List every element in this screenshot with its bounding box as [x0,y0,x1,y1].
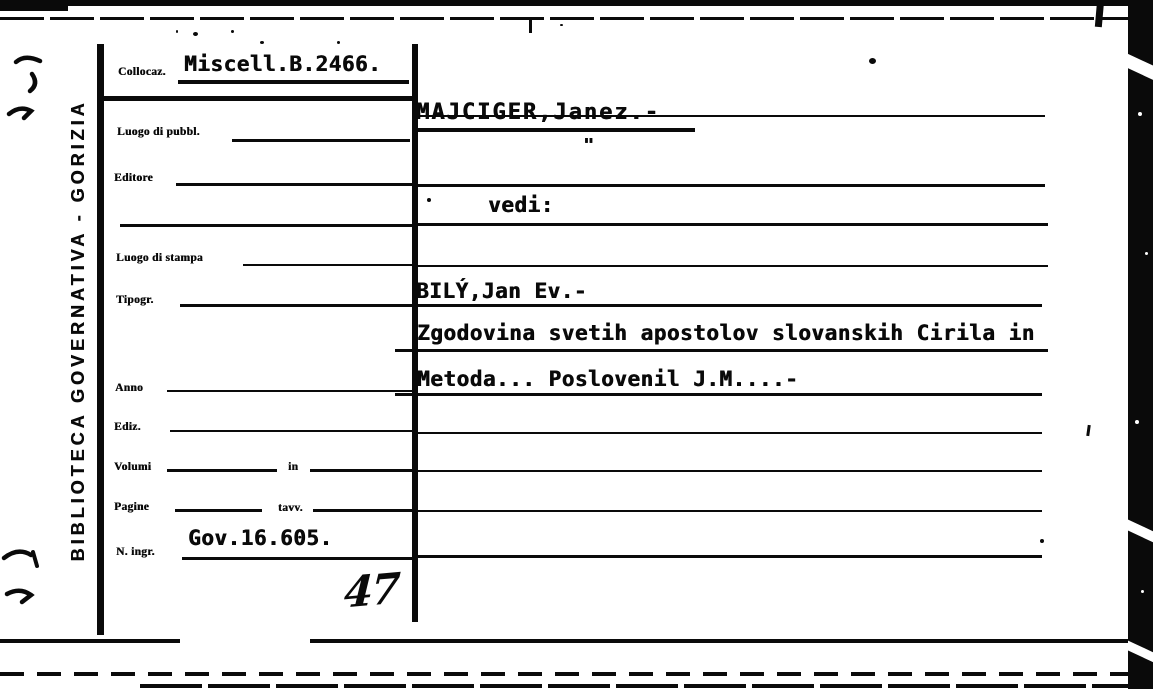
rule-line [176,183,412,186]
rule-line [180,304,412,307]
rule-line [418,184,1045,187]
title-line-1: Zgodovina svetih apostolov slovanskih Cirila in [417,321,1035,345]
referenced-author: BILÝ,Jan Ev.- [416,279,587,303]
rule-line [418,510,1042,512]
scan-top-edge [0,0,1153,6]
rule-line [418,432,1042,434]
field-label-volumi-in: in [288,461,299,473]
rule-line-heavy [418,128,695,132]
scan-band-speck [1141,590,1144,593]
scan-mark [529,18,532,33]
ditto-mark: " [583,135,595,156]
scan-right-band [1128,0,1153,689]
scan-top-edge-thick [0,0,68,11]
rule-line [120,224,412,227]
rule-line [170,430,412,432]
scan-band-speck [1145,252,1148,255]
rule-line [310,469,412,472]
handwritten-number: 47 [342,563,400,618]
rule-line [175,509,262,512]
top-rule-line [0,17,1153,20]
field-label-tipogr: Tipogr. [116,294,154,306]
ink-speck [231,30,234,33]
field-label-luogo-stampa: Luogo di stampa [116,252,203,264]
ink-speck [869,58,876,64]
rule-line [418,470,1042,472]
rule-line [178,80,409,84]
field-label-ediz: Ediz. [114,421,141,433]
rule-line [243,264,412,266]
rule-line [395,393,1042,396]
scan-bottom-dashed-line [0,672,1153,676]
ink-speck [1086,425,1091,436]
scan-mark [1095,0,1104,27]
field-label-n-ingr: N. ingr. [116,546,155,558]
inventory-number: Gov.16.605. [188,526,333,550]
field-label-anno: Anno [115,382,144,394]
rule-line [418,223,1048,226]
ink-speck [193,32,198,36]
field-label-editore: Editore [114,172,153,184]
pen-scribble-top-left [0,52,58,136]
card-bottom-line [0,639,180,643]
field-label-pagine: Pagine [114,501,150,513]
entry-heading: MAJCIGER,Janez.- [416,100,660,125]
institution-name: BIBLIOTECA GOVERNATIVA - GORIZIA [68,99,88,562]
rule-line [395,349,1048,352]
rule-line [167,469,277,472]
rule-line [418,265,1048,267]
scan-bottom-edge [140,684,1153,688]
pen-scribble-bottom-left [0,542,58,612]
rule-line [232,139,410,142]
card-left-border [97,44,104,635]
ink-speck [260,41,264,44]
collocation-value: Miscell.B.2466. [184,52,382,76]
card-bottom-line [310,639,1128,643]
field-label-luogo-pubbl: Luogo di pubbl. [117,126,200,138]
rule-line [167,390,412,392]
ink-speck [1040,539,1044,543]
ink-speck [337,41,340,44]
rule-line-heavy [103,96,414,101]
rule-line [418,304,1042,307]
field-label-volumi: Volumi [114,461,152,473]
cross-reference: vedi: [488,193,554,217]
rule-line [313,509,412,512]
scan-band-speck [1138,112,1142,116]
ink-speck [176,30,178,33]
field-label-collocaz: Collocaz. [118,66,166,78]
field-label-pagine-tavv: tavv. [278,502,303,514]
ink-speck [427,198,431,202]
rule-line [418,555,1042,558]
title-line-2: Metoda... Poslovenil J.M....- [417,367,799,391]
scan-band-speck [1135,420,1139,424]
rule-line [182,557,412,560]
ink-speck [560,24,563,26]
